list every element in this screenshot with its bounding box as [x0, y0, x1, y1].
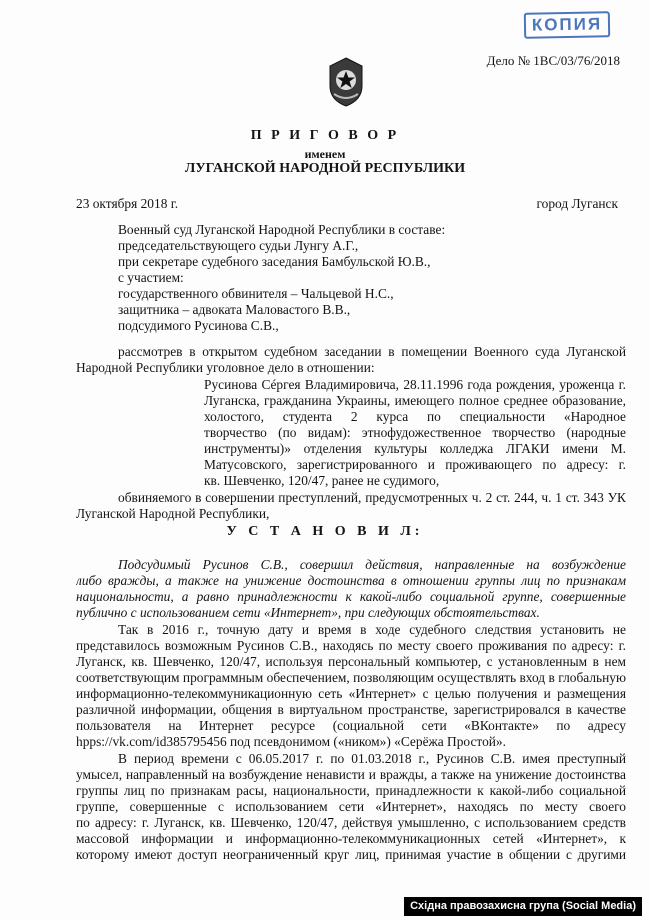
- accused-line: обвиняемого в совершении преступлений, предусмотренных ч. 2 ст. 244, ч. 1 ст. 343 УК: [118, 490, 626, 505]
- defendant-line: творчество (по видам): этнофудожественное творчество (народные: [204, 425, 626, 440]
- court-line: при секретаре судебного заседания Бамбульской Ю.В.,: [118, 254, 431, 269]
- court-line: председательствующего судьи Лунгу А.Г.,: [118, 238, 359, 253]
- republic-name: ЛУГАНСКОЙ НАРОДНОЙ РЕСПУБЛИКИ: [184, 161, 466, 176]
- paragraph-line: группе, совершенные с использованием сети «Интернет», находясь по месту своего: [76, 799, 626, 814]
- paragraph-line: пользователя на Интернет ресурсе (социальной сети «ВКонтакте» по адресу: [76, 718, 626, 733]
- defendant-line: кв. Шевченко, 120/47, ранее не судимого,: [204, 473, 440, 488]
- summary-line: Подсудимый Русинов С.В., совершил действия, направленные на возбуждение: [118, 557, 626, 572]
- source-credit: Східна правозахисна група (Social Media): [404, 897, 642, 916]
- defendant-line: инструменты)» отделения культуры колледжа ЛГАКИ имени М.: [204, 441, 626, 456]
- court-line: защитника – адвоката Маловастого В.В.,: [118, 302, 351, 317]
- defendant-line: холостого, студента 2 курса по специальности «Народное: [204, 409, 626, 424]
- verdict-city: город Луганск: [536, 196, 618, 211]
- paragraph-line: В период времени с 06.05.2017 г. по 01.03.2018 г., Русинов С.В. имея преступный: [118, 751, 626, 766]
- summary-line: национальности, а равно принадлежности к какой-либо социальной группе, совершенные: [76, 589, 626, 604]
- accused-line: Луганской Народной Республики,: [76, 506, 270, 521]
- verdict-subtitle: именем: [304, 147, 346, 161]
- defendant-line: Матусовского, зарегистрированного и проживающего по адресу: г.: [204, 457, 626, 472]
- considered-line: Народной Республики уголовное дело в отношении:: [76, 360, 375, 375]
- considered-line: рассмотрев в открытом судебном заседании в помещении Военного суда Луганской: [118, 344, 626, 359]
- defendant-line: Луганска, гражданина Украины, имеющего полное среднее образование,: [204, 393, 626, 408]
- paragraph-line: соответствующим программным обеспечением, позволяющим осуществлять вход в глобальную: [76, 670, 626, 685]
- paragraph-line: по адресу: г. Луганск, кв. Шевченко, 120/47, действуя умышленно, с использованием средств: [76, 815, 626, 830]
- paragraph-line: информационно-телекоммуникационную сеть «Интернет» с целью получения и размещения: [76, 686, 626, 701]
- court-line: государственного обвинителя – Чальцевой Н.С.,: [118, 286, 394, 301]
- court-line: с участием:: [118, 270, 184, 285]
- verdict-title: П Р И Г О В О Р: [250, 128, 400, 143]
- summary-line: либо вражды, а также на унижение достоинства в отношении группы лиц по признакам: [76, 573, 626, 588]
- paragraph-line: представилось возможным Русинов С.В., находясь по месту своего проживания по адресу: г.: [76, 638, 626, 653]
- paragraph-line: массовой информации и информационно-телекоммуникационных сетей «Интернет», к: [76, 831, 626, 846]
- paragraph-line: группы лиц по признакам расы, национальности, принадлежности к какой-либо социальной: [76, 783, 626, 798]
- copy-stamp: КОПИЯ: [524, 11, 610, 38]
- paragraph-line: Так в 2016 г., точную дату и время в ходе судебного следствия установить не: [118, 622, 626, 637]
- summary-line: публично с использованием сети «Интернет», при следующих обстоятельствах.: [76, 605, 540, 620]
- case-number: Дело № 1ВС/03/76/2018: [486, 53, 620, 68]
- paragraph-line: различной информации, общения в виртуальном пространстве, зарегистрировался в качестве: [76, 702, 626, 717]
- defendant-line: Русинова Сéргея Владимировича, 28.11.1996 года рождения, уроженца г.: [204, 377, 626, 392]
- court-line: Военный суд Луганской Народной Республики в составе:: [118, 222, 446, 237]
- court-line: подсудимого Русинова С.В.,: [118, 318, 279, 333]
- emblem-icon: [326, 56, 366, 108]
- established-heading: У С Т А Н О В И Л:: [226, 524, 424, 539]
- paragraph-line: hpps://vk.com/id385795456 под псевдонимом («ником») «Серёжа Простой».: [76, 734, 506, 749]
- paragraph-line: Луганск, кв. Шевченко, 120/47, используя персональный компьютер, с установленным в нем: [76, 654, 626, 669]
- paragraph-line: умысел, направленный на возбуждение ненависти и вражды, а также на унижение достоинства: [76, 767, 626, 782]
- verdict-date: 23 октября 2018 г.: [76, 196, 179, 211]
- paragraph-line: которому имеют доступ неограниченный круг лиц, принимая участие в общении с другими: [76, 847, 626, 862]
